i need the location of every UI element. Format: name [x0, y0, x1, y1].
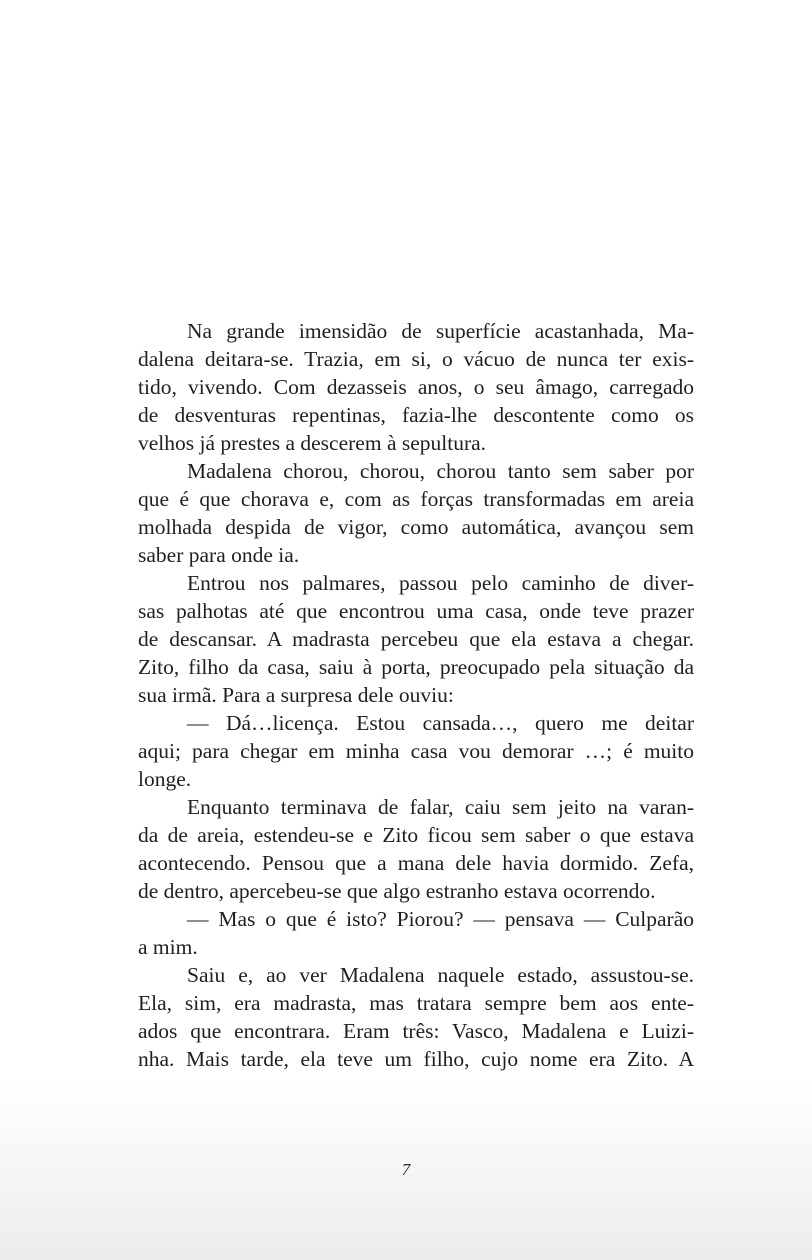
text-line: ados que encontrara. Eram três: Vasco, Madalena e Luizi-	[138, 1019, 694, 1043]
paragraph	[138, 317, 694, 457]
text-line: longe.	[138, 767, 192, 791]
text-line: que é que chorava e, com as forças transformadas em areia	[138, 487, 694, 511]
paragraph	[138, 961, 694, 1073]
text-line: Entrou nos palmares, passou pelo caminho de diver-	[187, 571, 694, 595]
text-line: sas palhotas até que encontrou uma casa, onde teve prazer	[138, 599, 694, 623]
text-line: dalena deitara-se. Trazia, em si, o vácuo de nunca ter exis-	[138, 347, 694, 371]
paragraph	[138, 709, 694, 793]
text-line: Saiu e, ao ver Madalena naquele estado, assustou-se.	[187, 963, 694, 987]
text-line: Na grande imensidão de superfície acastanhada, Ma-	[187, 319, 694, 343]
paragraph	[138, 569, 694, 709]
text-line: velhos já prestes a descerem à sepultura.	[138, 431, 487, 455]
text-line: Ela, sim, era madrasta, mas tratara sempre bem aos ente-	[138, 991, 694, 1015]
text-line: de dentro, apercebeu-se que algo estranho estava ocorrendo.	[138, 879, 656, 903]
text-line: de descansar. A madrasta percebeu que ela estava a chegar.	[138, 627, 694, 651]
text-line: sua irmã. Para a surpresa dele ouviu:	[138, 683, 454, 707]
text-line: da de areia, estendeu-se e Zito ficou sem saber o que estava	[138, 823, 694, 847]
page-number: 7	[401, 1160, 411, 1179]
text-line: Zito, filho da casa, saiu à porta, preocupado pela situação da	[138, 655, 694, 679]
text-line: — Dá…licença. Estou cansada…, quero me deitar	[187, 711, 694, 735]
page-text-block	[138, 317, 694, 1073]
text-line: saber para onde ia.	[138, 543, 300, 567]
text-line: Madalena chorou, chorou, chorou tanto sem saber por	[187, 459, 694, 483]
text-line: de desventuras repentinas, fazia-lhe descontente como os	[138, 403, 694, 427]
text-line: molhada despida de vigor, como automática, avançou sem	[138, 515, 694, 539]
paragraph	[138, 793, 694, 905]
text-line: tido, vivendo. Com dezasseis anos, o seu âmago, carregado	[138, 375, 694, 399]
text-line: acontecendo. Pensou que a mana dele havia dormido. Zefa,	[138, 851, 694, 875]
text-line: nha. Mais tarde, ela teve um filho, cujo nome era Zito. A	[138, 1047, 694, 1071]
text-line: — Mas o que é isto? Piorou? — pensava — Culparão	[187, 907, 694, 931]
paragraph	[138, 457, 694, 569]
text-line: a mim.	[138, 935, 198, 959]
text-line: Enquanto terminava de falar, caiu sem jeito na varan-	[187, 795, 694, 819]
text-line: aqui; para chegar em minha casa vou demorar …; é muito	[138, 739, 694, 763]
paragraph	[138, 905, 694, 961]
